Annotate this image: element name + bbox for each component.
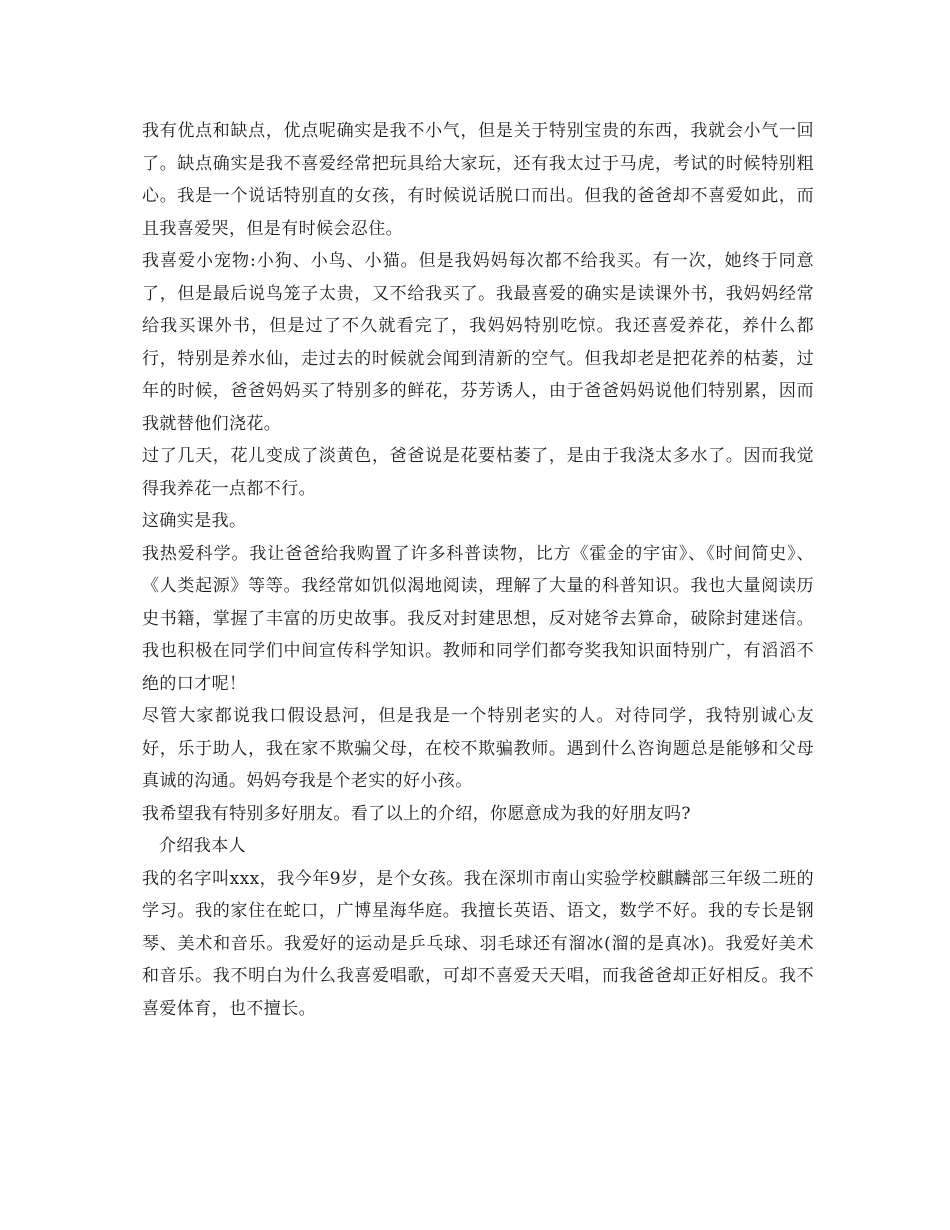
section-heading: 介绍我本人: [159, 836, 246, 856]
paragraph-1: 我有优点和缺点，优点呢确实是我不小气，但是关于特别宝贵的东西，我就会小气一回了。缺点确实是我不喜爱经常把玩具给大家玩，还有我太过于马虎，考试的时候特别粗心。我是一个说话特别直的女孩，有时候说话脱口而出。但我的爸爸却不喜爱如此，而且我喜爱哭，但是有时候会忍住。: [142, 121, 814, 239]
paragraph-7: 我希望我有特别多好朋友。看了以上的介绍，你愿意成为我的好朋友吗?: [142, 803, 691, 824]
paragraph-6: 尽管大家都说我口假设悬河，但是我是一个特别老实的人。对待同学，我特别诚心友好，乐于助人，我在家不欺骗父母，在校不欺骗教师。遇到什么咨询题总是能够和父母真诚的沟通。妈妈夸我是个老实的好小孩。: [142, 706, 814, 791]
paragraph-2: 我喜爱小宠物:小狗、小鸟、小猫。但是我妈妈每次都不给我买。有一次，她终于同意了，但是最后说鸟笼子太贵，又不给我买了。我最喜爱的确实是读课外书，我妈妈经常给我买课外书，但是过了不久就看完了，我妈妈特别吃惊。我还喜爱养花，养什么都行，特别是养水仙，走过去的时候就会闻到清新的空气。但我却老是把花养的枯萎，过年的时候，爸爸妈妈买了特别多的鲜花，芬芳诱人，由于爸爸妈妈说他们特别累，因而我就替他们浇花。: [142, 251, 814, 434]
paragraph-5: 我热爱科学。我让爸爸给我购置了许多科普读物，比方《霍金的宇宙》、《时间简史》、《人类起源》等等。我经常如饥似渴地阅读，理解了大量的科普知识。我也大量阅读历史书籍，掌握了丰富的历史故事。我反对封建思想，反对姥爷去算命，破除封建迷信。我也积极在同学们中间宣传科学知识。教师和同学们都夸奖我知识面特别广，有滔滔不绝的口才呢！: [142, 543, 814, 694]
paragraph-8: 我的名字叫xxx，我今年9岁，是个女孩。我在深圳市南山实验学校麒麟部三年级二班的学习。我的家住在蛇口，广博星海华庭。我擅长英语、语文，数学不好。我的专长是钢琴、美术和音乐。我爱好的运动是乒乓球、羽毛球还有溜冰(溜的是真冰)。我爱好美术和音乐。我不明白为什么我喜爱唱歌，可却不喜爱天天唱，而我爸爸却正好相反。我不喜爱体育，也不擅长。: [142, 868, 814, 1019]
paragraph-3: 过了几天，花儿变成了淡黄色，爸爸说是花要枯萎了，是由于我浇太多水了。因而我觉得我养花一点都不行。: [142, 446, 814, 499]
paragraph-4: 这确实是我。: [142, 511, 247, 531]
document-body: [142, 115, 814, 1025]
